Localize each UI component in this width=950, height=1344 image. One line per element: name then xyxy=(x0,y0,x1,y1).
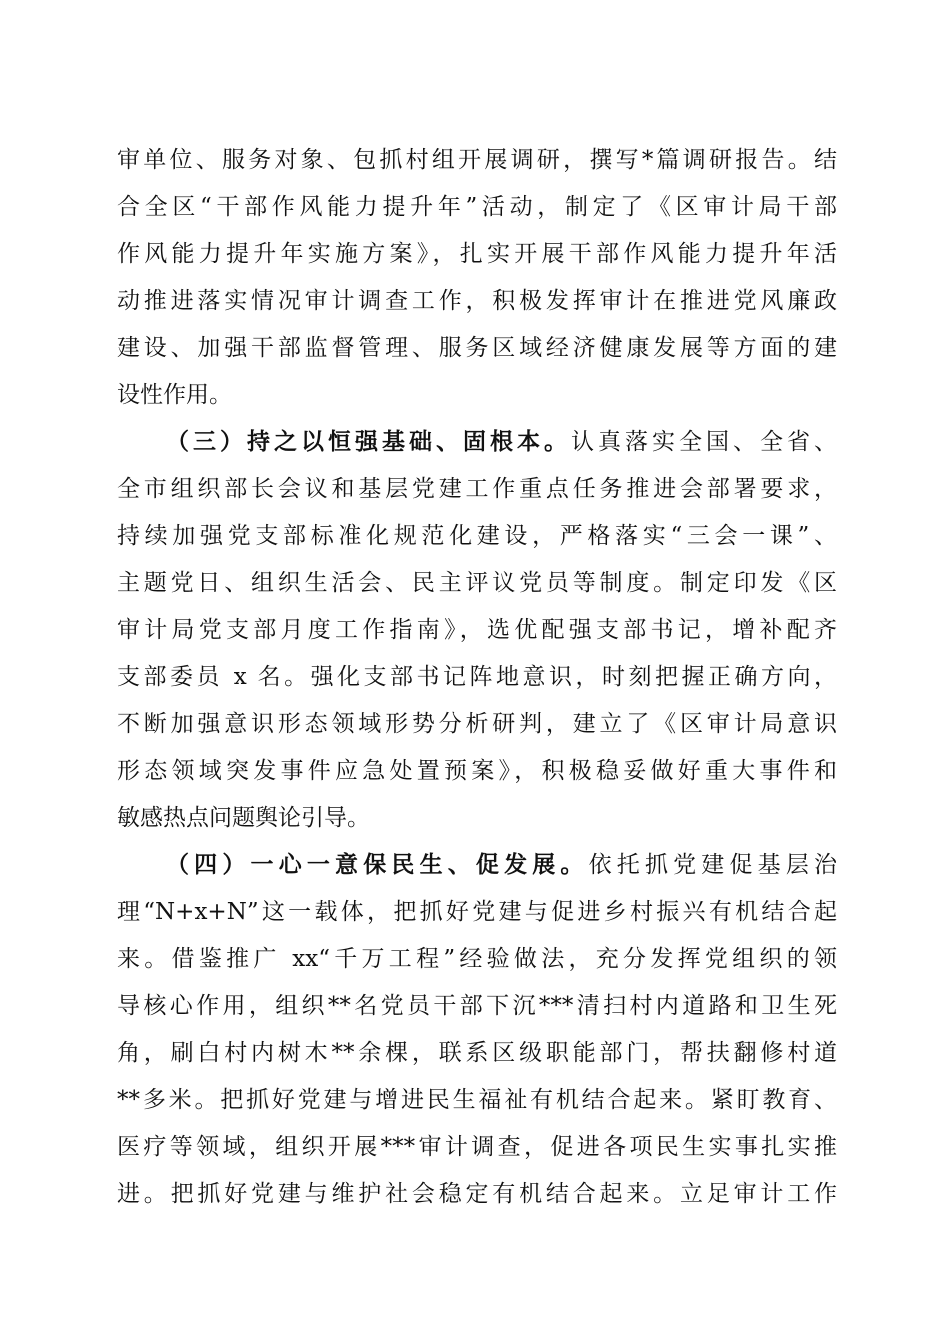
paragraph-2-line-1 xyxy=(166,422,837,462)
paragraph-3-line-8: 进。把抓好党建与维护社会稳定有机结合起来。立足审计工作 xyxy=(117,1181,837,1207)
paragraph-3-line-3: 来。借鉴推广 xx“千万工程”经验做法，充分发挥党组织的领 xyxy=(117,946,837,972)
paragraph-1-line-1: 审单位、服务对象、包抓村组开展调研，撰写*篇调研报告。结 xyxy=(117,147,837,173)
paragraph-2-line-1-text: 认真落实全国、全省、 xyxy=(571,429,837,455)
paragraph-3-line-1 xyxy=(166,845,837,885)
paragraph-1-line-3: 作风能力提升年实施方案》，扎实开展干部作风能力提升年活 xyxy=(117,241,837,267)
section-heading-3: （三）持之以恒强基础、固根本。 xyxy=(166,428,571,455)
paragraph-2-line-3: 持续加强党支部标准化规范化建设，严格落实“三会一课”、 xyxy=(117,523,837,549)
section-heading-4: （四）一心一意保民生、促发展。 xyxy=(166,851,589,878)
paragraph-2-line-2: 全市组织部长会议和基层党建工作重点任务推进会部署要求， xyxy=(117,476,837,502)
paragraph-1-line-6: 设性作用。 xyxy=(117,382,232,408)
paragraph-3-line-5: 角，刷白村内树木**余棵，联系区级职能部门，帮扶翻修村道 xyxy=(117,1040,837,1066)
paragraph-2-line-7: 不断加强意识形态领域形势分析研判，建立了《区审计局意识 xyxy=(117,711,837,737)
paragraph-3-line-1-text: 依托抓党建促基层治 xyxy=(588,852,838,878)
paragraph-1-line-5: 建设、加强干部监督管理、服务区域经济健康发展等方面的建 xyxy=(117,335,837,361)
paragraph-2-line-8: 形态领域突发事件应急处置预案》，积极稳妥做好重大事件和 xyxy=(117,758,837,784)
paragraph-2-line-5: 审计局党支部月度工作指南》，选优配强支部书记，增补配齐 xyxy=(117,617,837,643)
paragraph-3-line-6: **多米。把抓好党建与增进民生福祉有机结合起来。紧盯教育、 xyxy=(117,1087,837,1113)
paragraph-1-line-4: 动推进落实情况审计调查工作，积极发挥审计在推进党风廉政 xyxy=(117,288,837,314)
paragraph-2-line-4: 主题党日、组织生活会、民主评议党员等制度。制定印发《区 xyxy=(117,570,837,596)
paragraph-3-line-2: 理“N+x+N”这一载体，把抓好党建与促进乡村振兴有机结合起 xyxy=(117,899,837,925)
paragraph-2-line-9: 敏感热点问题舆论引导。 xyxy=(117,805,370,831)
paragraph-3-line-7: 医疗等领域，组织开展***审计调查，促进各项民生实事扎实推 xyxy=(117,1134,837,1160)
paragraph-1-line-2: 合全区“干部作风能力提升年”活动，制定了《区审计局干部 xyxy=(117,194,837,220)
paragraph-3-line-4: 导核心作用，组织**名党员干部下沉***清扫村内道路和卫生死 xyxy=(117,993,837,1019)
paragraph-2-line-6: 支部委员 x 名。强化支部书记阵地意识，时刻把握正确方向， xyxy=(117,664,837,690)
